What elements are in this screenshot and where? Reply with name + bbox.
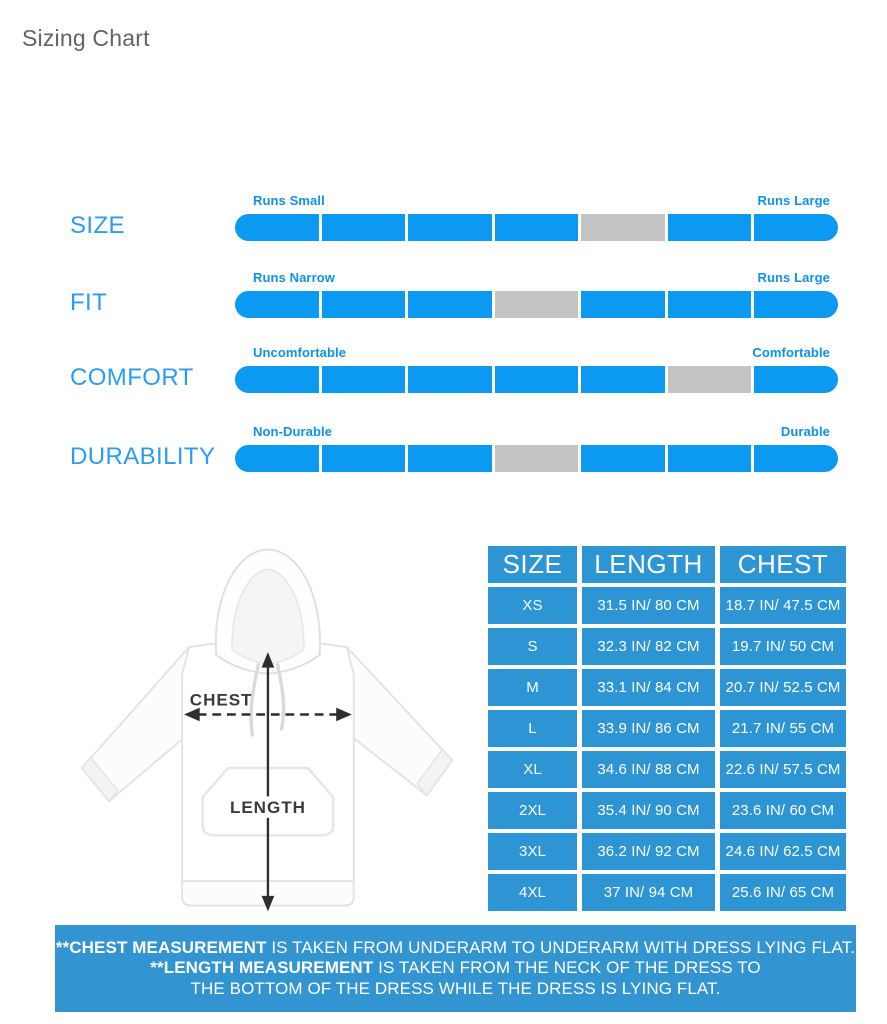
table-cell-chest: 22.6 IN/ 57.5 CM <box>720 751 846 788</box>
rating-category-label: DURABILITY <box>70 443 216 470</box>
scale-min-label: Uncomfortable <box>253 345 347 360</box>
bar-segment <box>668 366 752 393</box>
table-cell-size: 2XL <box>488 792 577 829</box>
bar-segment <box>322 291 406 318</box>
table-cell-size: XL <box>488 751 577 788</box>
sizing-table <box>488 546 846 911</box>
scale-max-label: Runs Large <box>757 193 830 208</box>
table-cell-length: 33.1 IN/ 84 CM <box>582 669 715 706</box>
bar-segment <box>235 366 319 393</box>
bar-segment <box>754 445 838 472</box>
bar-segment <box>754 214 838 241</box>
note-line: **CHEST MEASUREMENT IS TAKEN FROM UNDERARM TO UNDERARM WITH DRESS LYING FLAT. <box>55 937 856 957</box>
table-cell-size: 4XL <box>488 874 577 911</box>
table-cell-chest: 23.6 IN/ 60 CM <box>720 792 846 829</box>
bar-segment <box>495 291 579 318</box>
table-cell-length: 34.6 IN/ 88 CM <box>582 751 715 788</box>
table-cell-chest: 19.7 IN/ 50 CM <box>720 628 846 665</box>
bar-segment <box>235 214 319 241</box>
table-header-chest: CHEST <box>720 546 846 583</box>
table-cell-length: 31.5 IN/ 80 CM <box>582 587 715 624</box>
bar-segment <box>322 214 406 241</box>
table-cell-size: 3XL <box>488 833 577 870</box>
table-cell-length: 35.4 IN/ 90 CM <box>582 792 715 829</box>
scale-min-label: Runs Narrow <box>253 270 336 285</box>
bar-segment <box>495 445 579 472</box>
rating-bar-area <box>235 269 838 319</box>
durability-rating-bar <box>235 445 838 472</box>
bar-segment <box>581 445 665 472</box>
bar-segment <box>408 445 492 472</box>
bar-segment <box>668 291 752 318</box>
page-title: Sizing Chart <box>22 25 150 51</box>
bar-segment <box>408 214 492 241</box>
bar-segment <box>408 291 492 318</box>
scale-max-label: Comfortable <box>752 345 830 360</box>
bar-segment <box>235 291 319 318</box>
rating-bar-area <box>235 423 838 473</box>
length-label: LENGTH <box>229 797 306 817</box>
bar-segment <box>408 366 492 393</box>
bar-segment <box>754 366 838 393</box>
table-cell-chest: 24.6 IN/ 62.5 CM <box>720 833 846 870</box>
table-cell-length: 33.9 IN/ 86 CM <box>582 710 715 747</box>
bar-segment <box>322 366 406 393</box>
rating-category-label: SIZE <box>70 212 125 239</box>
bar-segment <box>581 214 665 241</box>
bar-segment <box>235 445 319 472</box>
bar-segment <box>495 366 579 393</box>
measurement-note <box>55 925 856 1012</box>
table-cell-length: 37 IN/ 94 CM <box>582 874 715 911</box>
rating-row-fit <box>0 269 887 319</box>
table-cell-size: XS <box>488 587 577 624</box>
note-line: THE BOTTOM OF THE DRESS WHILE THE DRESS IS LYING FLAT. <box>190 978 721 998</box>
table-cell-size: S <box>488 628 577 665</box>
rating-bar-area <box>235 344 838 394</box>
table-cell-length: 36.2 IN/ 92 CM <box>582 833 715 870</box>
rating-row-durability <box>0 423 887 473</box>
bar-segment <box>754 291 838 318</box>
table-cell-length: 32.3 IN/ 82 CM <box>582 628 715 665</box>
chest-label: CHEST <box>189 690 253 710</box>
table-header-length: LENGTH <box>582 546 715 583</box>
hoodie-measurement-diagram <box>70 538 460 928</box>
table-cell-chest: 18.7 IN/ 47.5 CM <box>720 587 846 624</box>
table-cell-chest: 20.7 IN/ 52.5 CM <box>720 669 846 706</box>
fit-rating-bar <box>235 291 838 318</box>
table-header-size: SIZE <box>488 546 577 583</box>
scale-max-label: Durable <box>780 424 830 439</box>
comfort-rating-bar <box>235 366 838 393</box>
scale-min-label: Runs Small <box>253 193 325 208</box>
table-cell-size: L <box>488 710 577 747</box>
hoodie-graphic <box>70 538 460 928</box>
scale-min-label: Non-Durable <box>253 424 333 439</box>
rating-row-comfort <box>0 344 887 394</box>
bar-segment <box>581 366 665 393</box>
bar-segment <box>495 214 579 241</box>
size-rating-bar <box>235 214 838 241</box>
bar-segment <box>322 445 406 472</box>
note-line: **LENGTH MEASUREMENT IS TAKEN FROM THE NECK OF THE DRESS TO <box>150 958 761 978</box>
table-cell-chest: 21.7 IN/ 55 CM <box>720 710 846 747</box>
bar-segment <box>668 214 752 241</box>
rating-bar-area <box>235 192 838 242</box>
scale-max-label: Runs Large <box>757 270 830 285</box>
rating-category-label: COMFORT <box>70 364 194 391</box>
bar-segment <box>581 291 665 318</box>
table-cell-chest: 25.6 IN/ 65 CM <box>720 874 846 911</box>
rating-row-size <box>0 192 887 242</box>
bar-segment <box>668 445 752 472</box>
table-cell-size: M <box>488 669 577 706</box>
rating-category-label: FIT <box>70 289 108 316</box>
